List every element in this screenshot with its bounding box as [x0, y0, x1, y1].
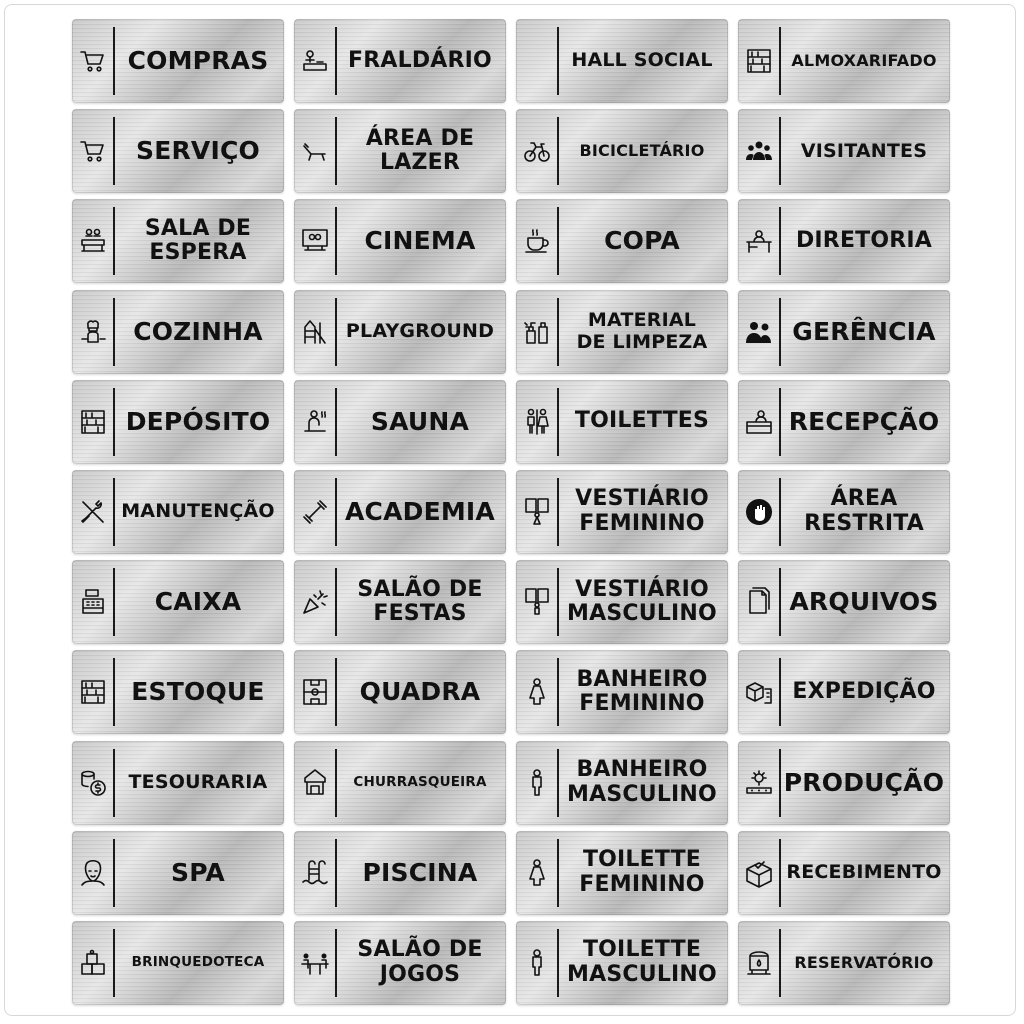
sports-court-icon — [299, 670, 331, 714]
plate-label: COPA — [604, 226, 680, 256]
reception-desk-icon — [743, 400, 775, 444]
plate-label: CHURRASQUEIRA — [353, 773, 487, 790]
sign-plate — [516, 380, 728, 464]
sign-plate — [72, 470, 284, 554]
stop-hand-icon — [743, 490, 775, 534]
plate-label: PRODUÇÃO — [783, 767, 945, 797]
plate-label: DIRETORIA — [795, 228, 933, 254]
sign-plate — [516, 650, 728, 734]
plate-divider — [113, 568, 115, 636]
plate-divider — [113, 207, 115, 275]
sign-plate — [294, 921, 506, 1005]
plate-label: BANHEIRO FEMININO — [576, 666, 708, 717]
cash-register-icon — [77, 580, 109, 624]
sign-plate — [516, 290, 728, 374]
sign-plate — [72, 921, 284, 1005]
plate-divider — [779, 658, 781, 726]
plate-label: SALÃO DE FESTAS — [357, 576, 483, 627]
sign-plate — [738, 560, 950, 644]
sign-plate — [516, 831, 728, 915]
plate-divider — [335, 929, 337, 997]
plate-label: RECEPÇÃO — [788, 406, 940, 436]
plate-label: BICICLETÁRIO — [579, 141, 705, 161]
files-icon — [743, 580, 775, 624]
sign-plate — [738, 199, 950, 283]
lounge-chair-icon — [299, 129, 331, 173]
plate-divider — [557, 298, 559, 366]
sign-plate — [294, 470, 506, 554]
managers-icon — [743, 310, 775, 354]
plate-divider — [779, 388, 781, 456]
pool-icon — [299, 851, 331, 895]
plate-divider — [113, 929, 115, 997]
sign-plate — [72, 290, 284, 374]
sign-plate — [72, 19, 284, 103]
plate-label: ÁREA DE LAZER — [365, 125, 475, 176]
woman-icon — [521, 670, 553, 714]
plate-divider — [779, 749, 781, 817]
sign-plate — [294, 19, 506, 103]
coins-dollar-icon — [77, 761, 109, 805]
foosball-icon — [299, 941, 331, 985]
coffee-cup-icon — [521, 219, 553, 263]
plate-label: EXPEDIÇÃO — [792, 679, 936, 704]
sign-plate — [516, 199, 728, 283]
plate-divider — [779, 839, 781, 907]
sign-plate — [738, 741, 950, 825]
plate-label: ÁREA RESTRITA — [804, 486, 924, 536]
plate-divider — [113, 388, 115, 456]
plate-divider — [335, 658, 337, 726]
playground-icon — [299, 310, 331, 354]
shopping-cart-icon — [77, 129, 109, 173]
diaper-changing-icon — [299, 39, 331, 83]
plate-label: CAIXA — [154, 587, 242, 617]
plate-label: RECEBIMENTO — [786, 861, 942, 884]
sign-plate — [294, 741, 506, 825]
sign-plate — [72, 650, 284, 734]
plate-label: SPA — [171, 857, 225, 887]
desk-person-icon — [743, 219, 775, 263]
sign-plate — [738, 650, 950, 734]
sauna-icon — [299, 400, 331, 444]
plate-label: VISITANTES — [800, 139, 928, 162]
sign-plate — [516, 741, 728, 825]
sign-plate — [738, 19, 950, 103]
sign-plate — [72, 560, 284, 644]
man-icon — [521, 761, 553, 805]
plate-label: SALA DE ESPERA — [144, 215, 252, 266]
plate-label: DEPÓSITO — [125, 406, 271, 436]
plate-divider — [335, 27, 337, 95]
sign-plate — [294, 650, 506, 734]
plate-label: MATERIAL DE LIMPEZA — [576, 309, 708, 353]
shelves-icon — [77, 400, 109, 444]
restroom-people-icon — [521, 400, 553, 444]
sign-plate — [738, 470, 950, 554]
sign-plate — [516, 921, 728, 1005]
plate-divider — [113, 658, 115, 726]
plate-label: TOILETTES — [574, 408, 710, 434]
cleaning-supplies-icon — [521, 310, 553, 354]
sign-plate — [738, 109, 950, 193]
plate-divider — [779, 207, 781, 275]
plate-divider — [113, 839, 115, 907]
locker-man-icon — [521, 580, 553, 624]
shopping-cart-icon — [77, 39, 109, 83]
sign-plate — [294, 109, 506, 193]
plate-label: VESTIÁRIO MASCULINO — [567, 576, 717, 627]
woman-icon — [521, 851, 553, 895]
plate-divider — [113, 749, 115, 817]
plate-divider — [335, 207, 337, 275]
plate-label: SALÃO DE JOGOS — [357, 937, 483, 987]
water-tank-icon — [743, 941, 775, 985]
sign-plate — [72, 831, 284, 915]
waiting-chairs-icon — [77, 219, 109, 263]
plate-label: BANHEIRO MASCULINO — [567, 756, 717, 807]
plate-divider — [335, 388, 337, 456]
plate-divider — [557, 749, 559, 817]
plate-divider — [557, 658, 559, 726]
plate-divider — [779, 117, 781, 185]
toy-blocks-icon — [77, 941, 109, 985]
sign-plate — [72, 199, 284, 283]
plate-divider — [557, 207, 559, 275]
plate-label: HALL SOCIAL — [571, 49, 713, 72]
plate-label: ALMOXARIFADO — [791, 51, 937, 71]
sign-plate — [738, 290, 950, 374]
plate-divider — [557, 478, 559, 546]
plate-divider — [557, 839, 559, 907]
plate-label: COZINHA — [133, 316, 263, 346]
sign-plate — [516, 19, 728, 103]
plate-label: GERÊNCIA — [792, 316, 936, 346]
plate-label: TESOURARIA — [128, 770, 268, 793]
man-icon — [521, 941, 553, 985]
plate-label: TOILETTE FEMININO — [579, 847, 705, 897]
plate-divider — [557, 388, 559, 456]
plate-divider — [779, 27, 781, 95]
plate-divider — [557, 117, 559, 185]
plate-label: BRINQUEDOTECA — [131, 954, 265, 971]
sign-plate — [294, 560, 506, 644]
chef-icon — [77, 310, 109, 354]
box-check-icon — [743, 851, 775, 895]
blank-icon — [521, 39, 553, 83]
plate-divider — [335, 478, 337, 546]
sign-plate — [516, 470, 728, 554]
plate-divider — [557, 929, 559, 997]
sign-plate — [738, 921, 950, 1005]
sign-plate — [294, 380, 506, 464]
sign-plate — [72, 741, 284, 825]
plate-divider — [779, 478, 781, 546]
sign-plate — [294, 199, 506, 283]
bicycle-icon — [521, 129, 553, 173]
plate-label: SERVIÇO — [136, 136, 260, 166]
plate-label: PLAYGROUND — [345, 319, 495, 342]
plate-divider — [335, 749, 337, 817]
sign-plate — [516, 109, 728, 193]
sign-plate — [738, 831, 950, 915]
plate-label: QUADRA — [359, 677, 481, 707]
plate-divider — [335, 839, 337, 907]
plate-label: PISCINA — [362, 857, 478, 887]
party-popper-icon — [299, 580, 331, 624]
barbecue-icon — [299, 761, 331, 805]
plate-label: VESTIÁRIO FEMININO — [575, 486, 709, 536]
plate-label: MANUTENÇÃO — [121, 500, 275, 523]
plate-divider — [113, 478, 115, 546]
plate-label: TOILETTE MASCULINO — [567, 937, 717, 987]
sign-plate — [738, 380, 950, 464]
spa-face-icon — [77, 851, 109, 895]
sign-plate — [72, 109, 284, 193]
plate-label: COMPRAS — [127, 46, 269, 75]
people-group-icon — [743, 129, 775, 173]
sign-plate — [516, 560, 728, 644]
cinema-screen-icon — [299, 219, 331, 263]
plate-divider — [557, 27, 559, 95]
plate-divider — [335, 117, 337, 185]
plate-label: ACADEMIA — [344, 496, 495, 526]
plate-divider — [779, 568, 781, 636]
sign-plate — [72, 380, 284, 464]
shelves-icon — [743, 39, 775, 83]
shelves-icon — [77, 670, 109, 714]
plate-divider — [779, 298, 781, 366]
plate-divider — [779, 929, 781, 997]
plate-divider — [557, 568, 559, 636]
sign-plate — [294, 290, 506, 374]
plate-divider — [113, 298, 115, 366]
wrench-screwdriver-icon — [77, 490, 109, 534]
plate-divider — [335, 568, 337, 636]
plate-divider — [335, 298, 337, 366]
plate-divider — [113, 117, 115, 185]
dumbbell-icon — [299, 490, 331, 534]
plate-label: RESERVATÓRIO — [794, 952, 934, 972]
gear-conveyor-icon — [743, 761, 775, 805]
package-checklist-icon — [743, 670, 775, 714]
sign-plate — [294, 831, 506, 915]
plate-label: ARQUIVOS — [789, 587, 939, 617]
plate-label: ESTOQUE — [131, 677, 265, 707]
plate-divider — [113, 27, 115, 95]
plate-label: FRALDÁRIO — [348, 47, 492, 73]
plate-label: SAUNA — [370, 406, 470, 436]
locker-woman-icon — [521, 490, 553, 534]
sign-plates-grid — [72, 19, 952, 1005]
plate-label: CINEMA — [364, 226, 476, 256]
